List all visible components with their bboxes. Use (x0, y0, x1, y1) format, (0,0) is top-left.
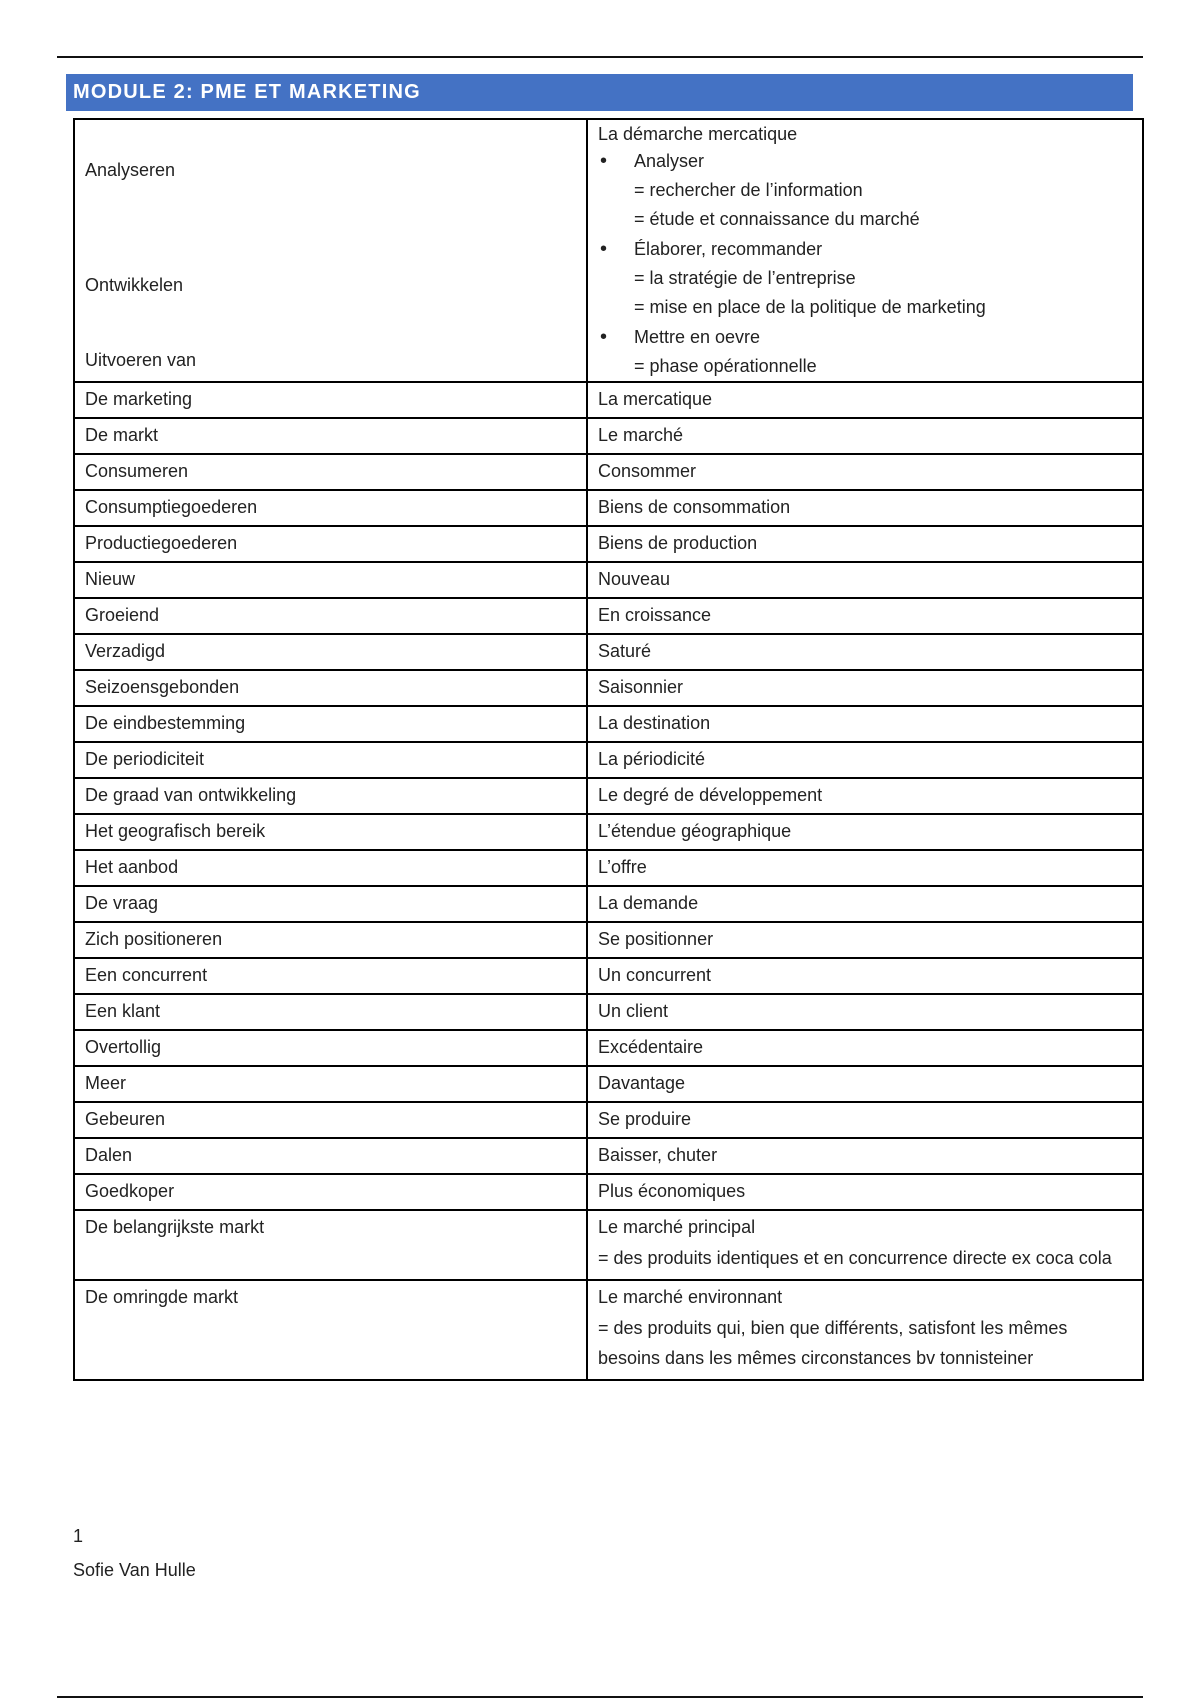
term-nl: Een concurrent (74, 958, 587, 994)
term-nl: Overtollig (74, 1030, 587, 1066)
term-nl: Groeiend (74, 598, 587, 634)
step-detail: = mise en place de la politique de marketing (634, 297, 986, 317)
term-nl: Seizoensgebonden (74, 670, 587, 706)
term-fr: Un concurrent (587, 958, 1143, 994)
table-row (74, 1280, 1143, 1380)
term-note: = des produits qui, bien que différents, satisfont les mêmes besoins dans les mêmes circonstances bv tonnisteiner (598, 1318, 1068, 1368)
term-nl: De markt (74, 418, 587, 454)
term-fr: Le marché environnant (598, 1287, 783, 1307)
table-row (74, 814, 1143, 850)
term-nl: Een klant (74, 994, 587, 1030)
term-fr: La mercatique (587, 382, 1143, 418)
table-row (74, 1102, 1143, 1138)
term-nl: De marketing (74, 382, 587, 418)
table-row (74, 994, 1143, 1030)
term-nl: Productiegoederen (74, 526, 587, 562)
table-row (74, 1210, 1143, 1280)
term-nl: De belangrijkste markt (74, 1210, 587, 1280)
term-fr: Plus économiques (587, 1174, 1143, 1210)
vocabulary-table (73, 118, 1144, 1381)
term-fr: Un client (587, 994, 1143, 1030)
term-nl: Verzadigd (74, 634, 587, 670)
table-row (74, 382, 1143, 418)
step-label: Mettre en oevre (634, 327, 761, 347)
table-row (74, 1066, 1143, 1102)
table-row (74, 1174, 1143, 1210)
term-nl: Dalen (74, 1138, 587, 1174)
intro-heading: La démarche mercatique (598, 124, 798, 144)
term-fr: Le marché (587, 418, 1143, 454)
term-fr: L’offre (587, 850, 1143, 886)
bullet-icon: • (600, 238, 608, 260)
table-row (74, 454, 1143, 490)
table-row (74, 1138, 1143, 1174)
term-fr: L’étendue géographique (587, 814, 1143, 850)
term-fr: Le degré de développement (587, 778, 1143, 814)
term-fr: Saisonnier (587, 670, 1143, 706)
term-note: = des produits identiques et en concurrence directe ex coca cola (598, 1248, 1112, 1268)
module-heading: MODULE 2: PME ET MARKETING (66, 74, 1133, 111)
term-nl: Uitvoeren van (85, 350, 197, 370)
table-row (74, 634, 1143, 670)
term-nl: Gebeuren (74, 1102, 587, 1138)
table-row (74, 778, 1143, 814)
table-row (74, 742, 1143, 778)
table-row (74, 886, 1143, 922)
term-nl: De graad van ontwikkeling (74, 778, 587, 814)
term-fr-cell (587, 1280, 1143, 1380)
page-number: 1 (73, 1526, 84, 1546)
term-fr: Nouveau (587, 562, 1143, 598)
bottom-rule (57, 1696, 1143, 1698)
term-nl: Meer (74, 1066, 587, 1102)
term-nl: Het geografisch bereik (74, 814, 587, 850)
step-detail: = rechercher de l’information (634, 180, 863, 200)
term-nl: Analyseren (85, 160, 176, 180)
table-row (74, 1030, 1143, 1066)
bullet-icon: • (600, 150, 608, 172)
step-detail: = la stratégie de l’entreprise (634, 268, 856, 288)
term-fr: Excédentaire (587, 1030, 1143, 1066)
term-fr: Se positionner (587, 922, 1143, 958)
step-label: Élaborer, recommander (634, 239, 823, 259)
list-item (598, 234, 1132, 322)
table-row (74, 562, 1143, 598)
term-nl: Nieuw (74, 562, 587, 598)
table-row (74, 850, 1143, 886)
author-name: Sofie Van Hulle (73, 1560, 196, 1580)
list-item (598, 322, 1132, 381)
term-fr: La demande (587, 886, 1143, 922)
term-nl: Consumeren (74, 454, 587, 490)
bullet-icon: • (600, 326, 608, 348)
step-label: Analyser (634, 151, 705, 171)
term-fr: Davantage (587, 1066, 1143, 1102)
term-fr: La périodicité (587, 742, 1143, 778)
table-row (74, 706, 1143, 742)
table-row (74, 922, 1143, 958)
steps-list (598, 146, 1132, 381)
table-row-intro (74, 119, 1143, 382)
top-rule (57, 56, 1143, 58)
term-fr: Consommer (587, 454, 1143, 490)
term-nl: Het aanbod (74, 850, 587, 886)
list-item (598, 146, 1132, 234)
table-row (74, 418, 1143, 454)
term-nl: De periodiciteit (74, 742, 587, 778)
table-row (74, 526, 1143, 562)
term-nl: Consumptiegoederen (74, 490, 587, 526)
term-fr: Saturé (587, 634, 1143, 670)
term-nl: De eindbestemming (74, 706, 587, 742)
step-detail: = phase opérationnelle (634, 356, 817, 376)
term-fr: Le marché principal (598, 1217, 756, 1237)
term-fr: Biens de consommation (587, 490, 1143, 526)
table-row (74, 958, 1143, 994)
table-row (74, 598, 1143, 634)
term-fr-cell (587, 1210, 1143, 1280)
term-fr: La destination (587, 706, 1143, 742)
table-row (74, 670, 1143, 706)
term-nl: Zich positioneren (74, 922, 587, 958)
term-nl: Goedkoper (74, 1174, 587, 1210)
term-nl: De omringde markt (74, 1280, 587, 1380)
term-fr: Biens de production (587, 526, 1143, 562)
step-detail: = étude et connaissance du marché (634, 209, 920, 229)
term-nl: De vraag (74, 886, 587, 922)
table-row (74, 490, 1143, 526)
term-fr: Se produire (587, 1102, 1143, 1138)
intro-right-cell (587, 119, 1143, 382)
term-fr: Baisser, chuter (587, 1138, 1143, 1174)
term-nl: Ontwikkelen (85, 275, 184, 295)
term-fr: En croissance (587, 598, 1143, 634)
intro-left-cell (74, 119, 587, 382)
